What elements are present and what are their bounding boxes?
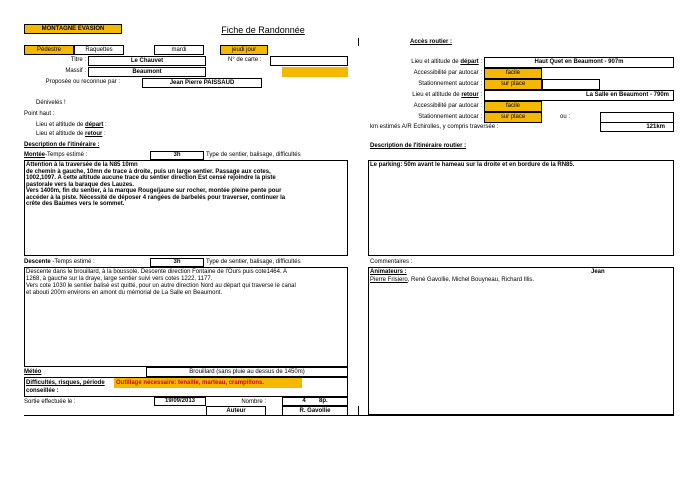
r-stat1-value: sur place bbox=[484, 79, 542, 90]
r-parking-text: Le parking: 50m avant le hameau sur la droite et en bordure de la RN85. bbox=[370, 162, 575, 168]
r-parking-box bbox=[368, 160, 674, 256]
conseillee-label: conseillée : bbox=[26, 388, 59, 394]
descente-line-2: 1268, à gauche sur la draye, large sentier suivi vers cotes 1222, 1177. bbox=[26, 276, 213, 282]
propose-value: Jean Pierre PAISSAUD bbox=[142, 78, 262, 88]
carte-label: N° de carte : bbox=[228, 57, 262, 63]
montee-line-1: Attention à la traversée de la N85 10mn bbox=[26, 162, 138, 168]
descente-line-3: Vers cote 1030 le sentier balisé est quitté, pour un autre direction Nord au départ qui traverse le canal bbox=[26, 283, 296, 289]
nombre-value: 4 8p. bbox=[282, 397, 348, 406]
sortie-value: 19/09/2013 bbox=[154, 397, 206, 406]
description-heading: Description de l'itinéraire : bbox=[24, 142, 100, 148]
r-access1-value: facile bbox=[484, 68, 542, 79]
montee-line-7: crête des Baumes vers le sommet. bbox=[26, 201, 125, 207]
r-desc-routier-heading: Description de l'itinéraire routier : bbox=[370, 143, 467, 149]
r-km-value: 121km bbox=[600, 122, 674, 132]
type-sentier-montee: Type de sentier, balisage, difficultés bbox=[206, 152, 301, 158]
titre-value: Le Chauvet bbox=[88, 56, 206, 66]
point-haut-label: Point haut : bbox=[24, 111, 55, 117]
montee-line-3: 1002,1097. A cette altitude aucune trace du sentier direction Est censé rejoindre la piste bbox=[26, 175, 276, 181]
tag-jour: mardi bbox=[154, 45, 204, 55]
page-title: Fiche de Randonnée bbox=[221, 25, 305, 35]
r-access2-label: Accessibilité par autocar : bbox=[413, 103, 482, 109]
difficultes-label: Difficultés, risques, période bbox=[26, 380, 105, 386]
montee-description-box bbox=[24, 160, 348, 256]
montee-time: 3h bbox=[150, 151, 204, 160]
descente-line-4: et abouti 200m environs en amont du mémorial de La Salle en Beaumont. bbox=[26, 290, 223, 296]
r-animateurs-jean: Jean bbox=[591, 269, 605, 275]
r-access1-label: Accessibilité par autocar : bbox=[413, 70, 482, 76]
massif-highlight bbox=[282, 67, 348, 77]
deniveles-label: Dénivelés ! bbox=[36, 100, 66, 106]
massif-label: Massif : bbox=[65, 68, 86, 74]
r-retour-label: Lieu et altitude de retour : bbox=[412, 92, 482, 98]
r-stat1-label: Stationnement autocar : bbox=[418, 81, 482, 87]
nombre-label: Nombre : bbox=[241, 399, 266, 405]
titre-label: Titre : bbox=[70, 57, 86, 63]
carte-value bbox=[270, 56, 348, 66]
sortie-label: Sortie effectuée le : bbox=[24, 399, 76, 405]
montee-line-2: de chemin à gauche, 10mn de trace à droite, puis un large sentier. Passage aux cotes, bbox=[26, 168, 271, 175]
r-km-label: km estimés A/R Echirolles, y compris traversée : bbox=[370, 124, 499, 130]
r-retour-value: La Salle en Beaumont - 790m bbox=[484, 90, 674, 101]
propose-label: Proposée ou reconnue par : bbox=[45, 79, 120, 85]
auteur-label-box: Auteur bbox=[206, 406, 266, 416]
r-commentaires-label: Commentaires : bbox=[370, 259, 413, 265]
montee-line-6: accéder à la piste. Nécessité de déposer 4 rangées de barbelés pour traverser, continuer la bbox=[26, 194, 286, 201]
depart-label: Lieu et altitude de départ : bbox=[36, 122, 107, 128]
r-animateurs-label: Animateurs : bbox=[370, 269, 407, 275]
bottom-rule bbox=[24, 415, 674, 416]
montee-label: Montée-Temps estimé : bbox=[24, 152, 88, 158]
tag-jeudi: jeudi jour bbox=[220, 45, 268, 55]
r-animateurs-box bbox=[368, 267, 674, 415]
org-name-box bbox=[24, 24, 122, 34]
r-depart-value: Haut Quet en Beaumont - 907m bbox=[484, 57, 674, 68]
massif-value: Beaumont bbox=[88, 67, 206, 77]
auteur-value: R. Gavollie bbox=[282, 406, 348, 416]
r-ou-label: ou : bbox=[560, 114, 571, 120]
descente-label: Descente -Temps estimé : bbox=[24, 259, 95, 265]
outillage-text: Outillage nécessaire: tenaille, marteau, crampillons. bbox=[116, 380, 265, 386]
tag-pedestre: Pédestre bbox=[24, 45, 74, 55]
r-animateurs-names: Pierre Frisiero, René Gavollie, Michel Bouyneau, Richard Illis. bbox=[370, 277, 535, 283]
r-stat2-value: sur place bbox=[484, 112, 542, 123]
r-depart-label: Lieu et altitude de départ : bbox=[411, 59, 482, 65]
type-sentier-descente: Type de sentier, balisage, difficultés bbox=[206, 259, 301, 265]
montee-line-5: Vers 1400m, fin du sentier, à la marque Rouge/jaune sur rocher, montée pleine pente pour bbox=[26, 188, 282, 194]
tag-raquettes: Raquettes bbox=[74, 45, 124, 55]
r-stat1-extra bbox=[542, 79, 600, 90]
r-stat2-label: Stationnement autocar : bbox=[418, 114, 482, 120]
montee-line-4: pastorale vers la baraque des Lauzes. bbox=[26, 181, 135, 188]
retour-label: Lieu et altitude de retour : bbox=[36, 131, 106, 137]
descente-description-box bbox=[24, 267, 348, 367]
r-access2-value: facile bbox=[484, 101, 542, 112]
meteo-value: Brouillard (sans pluie au dessus de 1450m) bbox=[146, 367, 348, 377]
acces-routier-heading: Accès routier : bbox=[410, 39, 453, 45]
org-name: MONTAGNE EVASION bbox=[41, 26, 105, 32]
column-divider bbox=[358, 38, 359, 46]
meteo-label: Météo bbox=[24, 369, 42, 375]
descente-line-1: Descente dans le brouillard, à la boussole. Descente direction Fontaine de l'Ours puis cote1464. A bbox=[26, 269, 287, 275]
descente-time: 3h bbox=[150, 258, 204, 267]
